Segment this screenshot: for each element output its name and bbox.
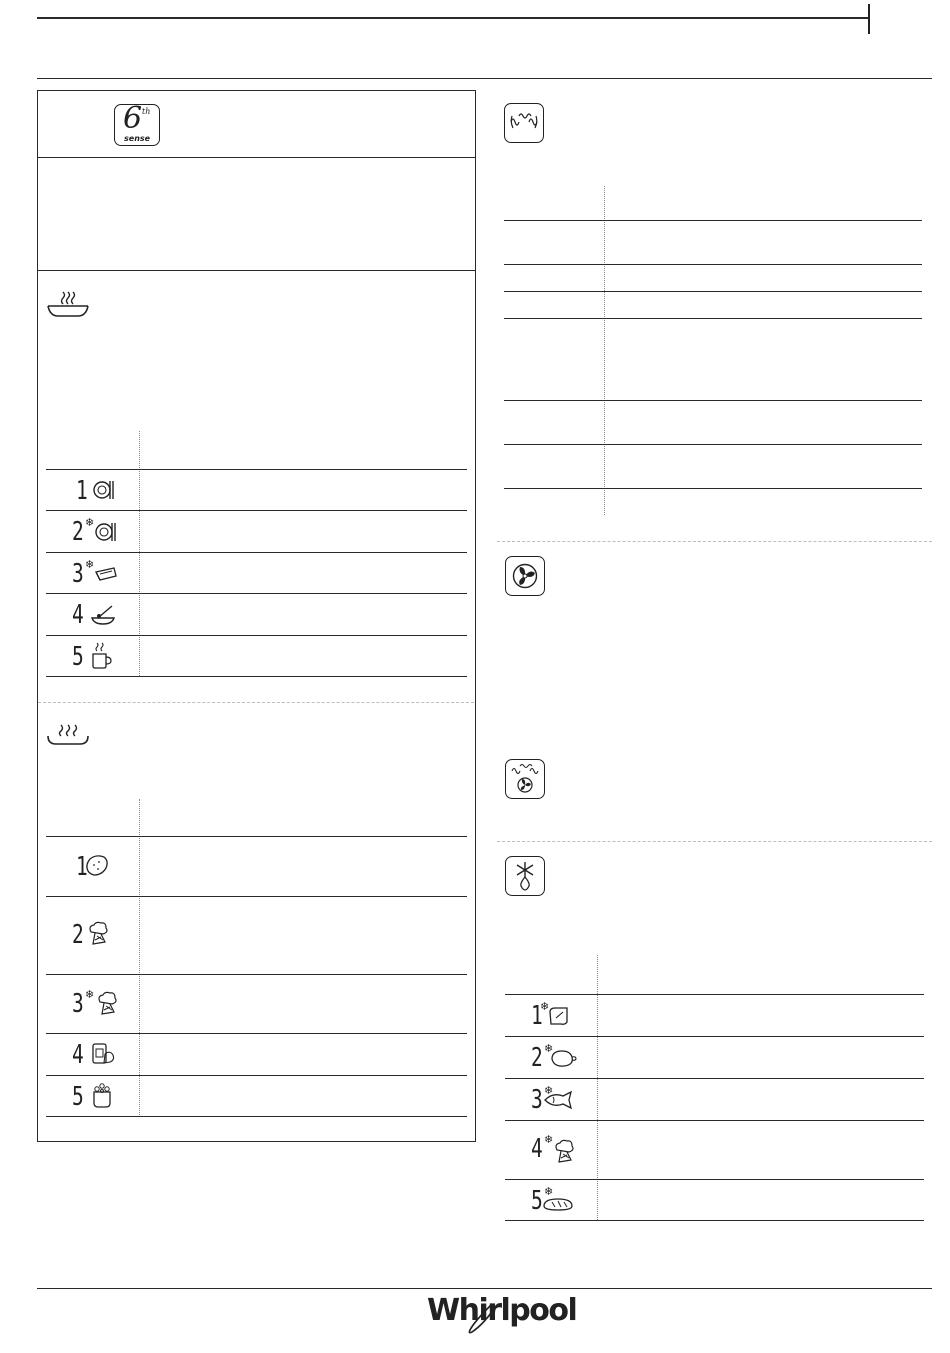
- soup-bowl-icon: [90, 602, 116, 628]
- header-tick: [868, 4, 870, 34]
- vegetables-icon: [85, 920, 113, 948]
- fan-blades-icon: [512, 563, 538, 589]
- grill-fan-symbol-icon: [510, 763, 540, 795]
- table-divider: [139, 799, 140, 1115]
- table-divider: [604, 186, 605, 515]
- program-number: 1: [76, 476, 87, 506]
- program-number: 4: [72, 600, 83, 630]
- program-number: 1: [531, 1001, 542, 1031]
- 6th-sense-logo-icon: [114, 101, 160, 146]
- potato-icon: [84, 853, 110, 877]
- logo-swoosh-icon: [462, 1300, 510, 1336]
- program-number: 2: [72, 517, 83, 547]
- program-number: 1: [76, 852, 87, 882]
- logo-superscript: th: [142, 107, 151, 116]
- table-rule: [46, 552, 467, 553]
- table-rule: [504, 400, 922, 401]
- frozen-star-icon: ❄: [540, 1000, 550, 1013]
- table-rule: [505, 1120, 924, 1121]
- fan-icon: [505, 556, 545, 596]
- program-number: 4: [72, 1040, 83, 1070]
- header-rule: [37, 17, 868, 19]
- table-rule: [46, 510, 467, 511]
- panel-divider: [37, 157, 475, 158]
- table-rule: [505, 1179, 924, 1180]
- table-rule: [504, 318, 922, 319]
- table-rule: [504, 264, 922, 265]
- frozen-star-icon: ❄: [85, 558, 95, 571]
- program-number: 3: [531, 1085, 542, 1115]
- snowflake-drop-icon: [513, 861, 537, 891]
- meat-icon: [547, 1004, 571, 1028]
- program-number: 5: [72, 642, 83, 672]
- defrost-icon: [505, 856, 545, 896]
- vegetables-defrost-icon: [551, 1137, 579, 1167]
- table-rule: [505, 1078, 924, 1079]
- dinner-plate-icon: [93, 478, 115, 502]
- steam-dish-icon: [46, 724, 90, 748]
- table-rule: [46, 836, 467, 837]
- panel-divider: [37, 270, 475, 271]
- table-rule: [504, 220, 922, 221]
- section-divider: [497, 841, 932, 842]
- frozen-vegetables-icon: [94, 990, 122, 1018]
- table-rule: [505, 1220, 924, 1221]
- table-rule: [505, 994, 924, 995]
- frozen-star-icon: ❄: [85, 516, 95, 529]
- program-number: 2: [531, 1043, 542, 1073]
- reheat-dish-icon: [46, 292, 90, 320]
- pasta-rice-icon: [91, 1081, 113, 1109]
- logo-numeral: 6: [123, 101, 143, 136]
- program-number: 3: [72, 559, 83, 589]
- section-divider: [497, 541, 932, 542]
- table-rule: [504, 488, 922, 489]
- program-number: 5: [72, 1082, 83, 1112]
- frozen-star-icon: ❄: [544, 1084, 554, 1097]
- table-rule: [504, 291, 922, 292]
- program-number: 2: [72, 920, 83, 950]
- bread-icon: [541, 1196, 575, 1212]
- whirlpool-logo: Whirlpool: [427, 1293, 577, 1328]
- frozen-star-icon: ❄: [85, 988, 95, 1001]
- frozen-star-icon: ❄: [544, 1042, 554, 1055]
- poultry-icon: [548, 1047, 578, 1069]
- footer-rule: [37, 1288, 932, 1289]
- section-divider: [38, 702, 474, 703]
- table-rule: [46, 896, 467, 897]
- frozen-dinner-plate-icon: [95, 520, 117, 544]
- grill-icon: [504, 103, 544, 143]
- section-rule: [37, 78, 932, 79]
- table-rule: [46, 676, 467, 677]
- frozen-casserole-icon: [94, 564, 118, 584]
- table-rule: [46, 1033, 467, 1034]
- table-rule: [46, 974, 467, 975]
- frozen-star-icon: ❄: [544, 1133, 554, 1146]
- canned-vegetables-icon: [90, 1040, 116, 1066]
- table-rule: [46, 593, 467, 594]
- fish-icon: [543, 1090, 575, 1110]
- table-rule: [46, 469, 467, 470]
- program-number: 3: [72, 989, 83, 1019]
- program-number: 4: [531, 1134, 542, 1164]
- grill-fan-icon: [505, 759, 545, 799]
- table-rule: [46, 1116, 467, 1117]
- logo-word: sense: [124, 134, 151, 143]
- program-number: 5: [531, 1186, 542, 1216]
- table-rule: [505, 1036, 924, 1037]
- grill-element-icon: [509, 112, 539, 132]
- table-rule: [504, 444, 922, 445]
- table-rule: [46, 1075, 467, 1076]
- beverage-cup-icon: [90, 642, 112, 670]
- table-rule: [46, 635, 467, 636]
- table-divider: [139, 431, 140, 676]
- frozen-star-icon: ❄: [544, 1185, 554, 1198]
